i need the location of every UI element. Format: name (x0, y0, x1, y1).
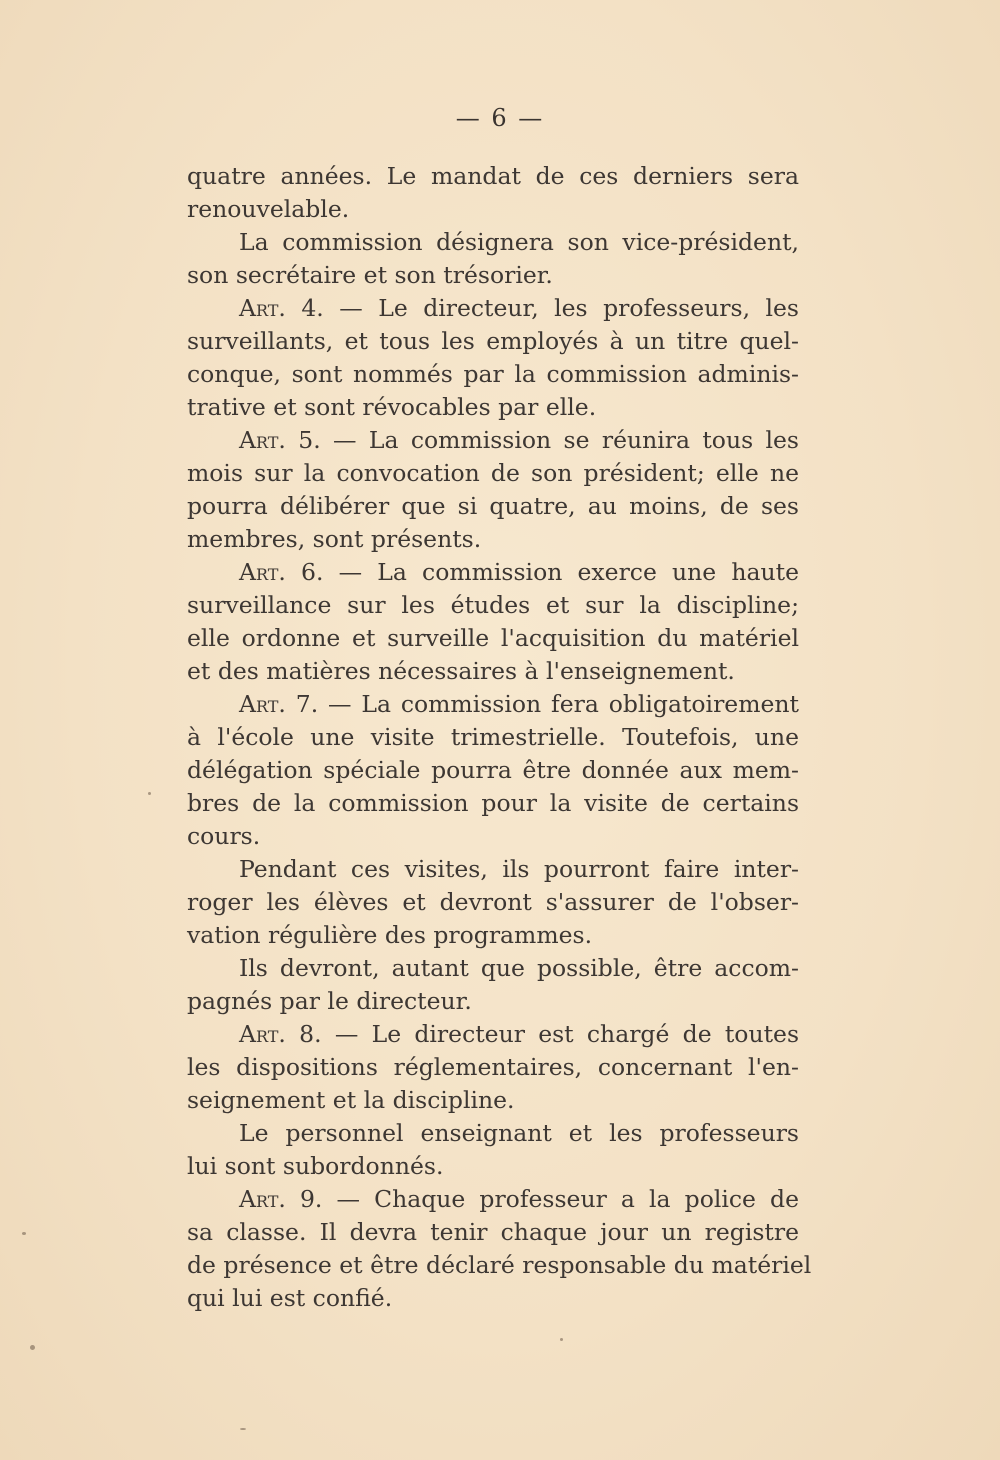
page-number: — 6 — (455, 104, 545, 132)
text-line: Art. 6. — La commission exerce une haute (239, 558, 799, 586)
text-line: surveillants, et tous les employés à un titre quel- (187, 327, 799, 355)
article-label: Art. (239, 1185, 286, 1213)
text-line: Ils devront, autant que possible, être accom- (239, 954, 799, 982)
paper-speck (560, 1338, 563, 1341)
text-line: roger les élèves et devront s'assurer de l'obser- (187, 888, 799, 916)
text-line: Le personnel enseignant et les professeurs (239, 1119, 799, 1147)
text-line: délégation spéciale pourra être donnée aux mem- (187, 756, 799, 784)
article-label: Art. (239, 558, 286, 586)
body-text (187, 160, 812, 1315)
text-line: sa classe. Il devra tenir chaque jour un registre (187, 1218, 799, 1246)
text-line: Art. 4. — Le directeur, les professeurs, les (239, 294, 799, 322)
article-label: Art. (239, 294, 286, 322)
text-line: de présence et être déclaré responsable du matériel (187, 1251, 812, 1279)
article-label: Art. (239, 1020, 286, 1048)
text-line: trative et sont révocables par elle. (187, 393, 597, 421)
text-line: Art. 8. — Le directeur est chargé de toutes (239, 1020, 799, 1048)
text-line: Art. 5. — La commission se réunira tous les (239, 426, 799, 454)
text-line: mois sur la convocation de son président; elle ne (187, 459, 799, 487)
text-line: Art. 9. — Chaque professeur a la police de (239, 1185, 799, 1213)
paper-speck (240, 1428, 246, 1430)
text-line: son secrétaire et son trésorier. (187, 261, 553, 289)
text-line: à l'école une visite trimestrielle. Toutefois, une (187, 723, 799, 751)
text-line: vation régulière des programmes. (187, 921, 593, 949)
text-line: qui lui est confié. (187, 1284, 393, 1312)
text-line: Pendant ces visites, ils pourront faire inter- (239, 855, 799, 883)
article-label: Art. (239, 690, 286, 718)
text-line: seignement et la discipline. (187, 1086, 515, 1114)
text-line: pagnés par le directeur. (187, 987, 472, 1015)
text-line: La commission désignera son vice-président, (239, 228, 799, 256)
text-line: renouvelable. (187, 195, 350, 223)
text-line: elle ordonne et surveille l'acquisition du matériel (187, 624, 799, 652)
text-line: membres, sont présents. (187, 525, 482, 553)
article-label: Art. (239, 426, 286, 454)
text-line: les dispositions réglementaires, concernant l'en- (187, 1053, 799, 1081)
paper-speck (22, 1232, 26, 1235)
text-line: conque, sont nommés par la commission adminis- (187, 360, 799, 388)
paper-speck (30, 1345, 35, 1350)
text-line: surveillance sur les études et sur la discipline; (187, 591, 799, 619)
text-line: bres de la commission pour la visite de certains (187, 789, 799, 817)
text-line: cours. (187, 822, 261, 850)
paper-speck (148, 792, 151, 795)
text-line: lui sont subordonnés. (187, 1152, 444, 1180)
text-line: Art. 7. — La commission fera obligatoirement (239, 690, 799, 718)
text-line: pourra délibérer que si quatre, au moins, de ses (187, 492, 799, 520)
text-line: quatre années. Le mandat de ces derniers sera (187, 162, 799, 190)
text-line: et des matières nécessaires à l'enseignement. (187, 657, 735, 685)
